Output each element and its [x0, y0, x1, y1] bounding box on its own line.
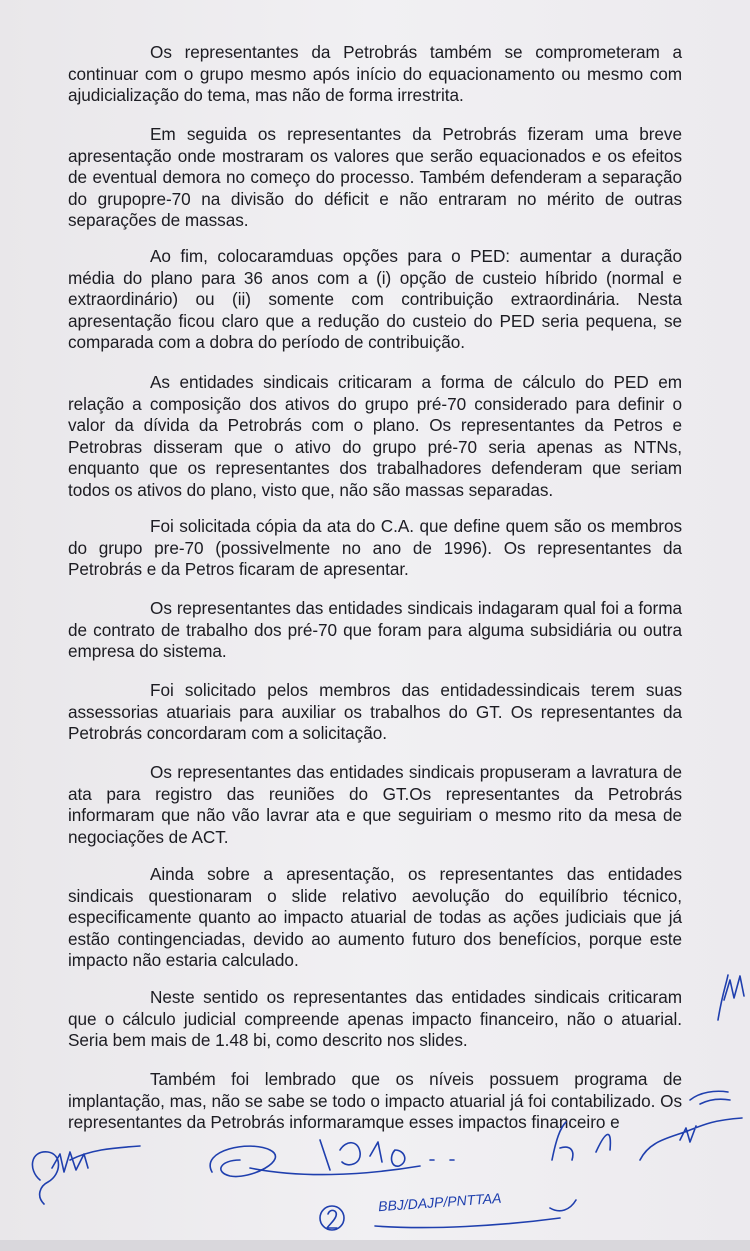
- paragraph-11: Também foi lembrado que os níveis possuem programa de implantação, mas, não se sabe se todo o impacto atuarial já foi contabilizado. Os representantes da Petrobrás informaramque esses impactos financeiro e: [68, 1069, 682, 1133]
- page-number-circle: [320, 1206, 344, 1230]
- paragraph-6: Os representantes das entidades sindicais indagaram qual foi a forma de contrato de trabalho dos pré-70 que foram para alguma subsidiária ou outra empresa do sistema.: [68, 598, 682, 662]
- paragraph-1: Os representantes da Petrobrás também se comprometeram a continuar com o grupo mesmo após início do equacionamento ou mesmo com ajudicialização do tema, mas não de forma irrestrita.: [68, 42, 682, 106]
- paragraph-3: Ao fim, colocaramduas opções para o PED: aumentar a duração média do plano para 36 anos com a (i) opção de custeio híbrido (normal e extraordinário) ou (ii) somente com contribuição extraordinária. Nesta apresentação ficou claro que a redução do custeio do PED seria pequena, se comparada com a dobra do período de contribuição.: [68, 246, 682, 353]
- paragraph-10: Neste sentido os representantes das entidades sindicais criticaram que o cálculo judicial compreende apenas impacto financeiro, não o atuarial. Seria bem mais de 1.48 bi, como descrito nos slides.: [68, 987, 682, 1051]
- paragraph-7: Foi solicitado pelos membros das entidadessindicais terem suas assessorias atuariais para auxiliar os trabalhos do GT. Os representantes da Petrobrás concordaram com a solicitação.: [68, 680, 682, 744]
- handwritten-initials: BBJ/DAJP/PNTTAA: [377, 1189, 502, 1215]
- page-number-digit: [327, 1210, 337, 1228]
- signature-center: [210, 1140, 454, 1177]
- margin-mark-2: [690, 1091, 730, 1104]
- paragraph-5: Foi solicitada cópia da ata do C.A. que define quem são os membros do grupo pre-70 (possivelmente no ano de 1996). Os representantes da Petrobrás e da Petros ficaram de apresentar.: [68, 516, 682, 580]
- paragraph-2: Em seguida os representantes da Petrobrás fizeram uma breve apresentação onde mostraram os valores que serão equacionados e os efeitos de eventual demora no começo do processo. Também defenderam a separação do grupopre-70 na divisão do déficit e não entraram no mérito de outras separações de massas.: [68, 124, 682, 231]
- signature-left: [32, 1146, 140, 1204]
- paragraph-8: Os representantes das entidades sindicais propuseram a lavratura de ata para registro das reuniões do GT.Os representantes da Petrobrás informaram que não vão lavrar ata e que seguiriam o mesmo rito da mesa de negociações de ACT.: [68, 762, 682, 847]
- paragraph-9: Ainda sobre a apresentação, os representantes das entidades sindicais questionaram o slide relativo aevolução do equilíbrio técnico, especificamente quanto ao impacto atuarial de todas as ações judiciais que já estão contingenciadas, devido ao aumento futuro dos benefícios, porque este impacto não estaria calculado.: [68, 864, 682, 971]
- paragraph-4: As entidades sindicais criticaram a forma de cálculo do PED em relação a composição dos ativos do grupo pré-70 considerado para definir o valor da dívida da Petrobrás com o plano. Os representantes da Petros e Petrobras disseram que o ativo do grupo pré-70 seria apenas as NTNs, enquanto que os representantes dos trabalhadores defenderam que seriam todos os ativos do plano, visto que, não são massas separadas.: [68, 372, 682, 500]
- page-bottom-edge: [0, 1240, 750, 1251]
- margin-initial-1: [718, 975, 744, 1020]
